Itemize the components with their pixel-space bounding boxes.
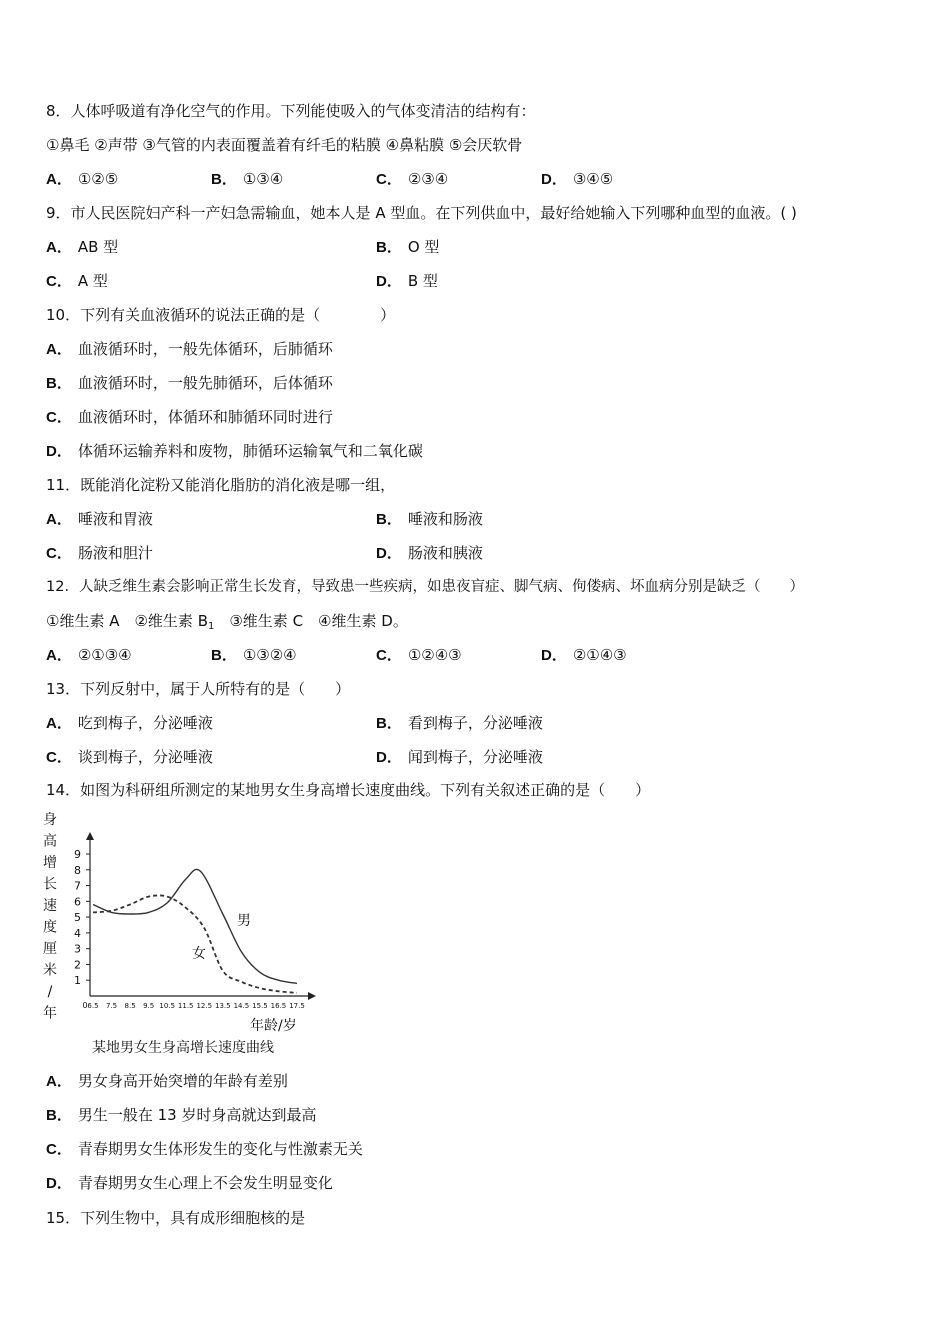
q13-option-d[interactable] xyxy=(376,745,543,769)
q14-option-a[interactable] xyxy=(46,1069,288,1093)
series-female-line xyxy=(93,895,297,992)
option-label: A． xyxy=(46,341,72,358)
option-text: ①③②④ xyxy=(242,646,297,664)
option-text: ②①④③ xyxy=(572,646,627,664)
y-label-char: 度 xyxy=(43,919,57,936)
q13-option-a[interactable] xyxy=(46,711,213,735)
x-tick-label: 11.5 xyxy=(177,1002,194,1010)
q12-items-a: ①维生素 A ②维生素 B xyxy=(46,612,208,630)
option-text: 男生一般在 13 岁时身高就达到最高 xyxy=(77,1106,317,1124)
q11-option-a[interactable] xyxy=(46,507,153,531)
q12-option-d[interactable] xyxy=(541,643,627,667)
x-tick-label: 15.5 xyxy=(252,1002,268,1010)
option-label: A． xyxy=(46,171,72,188)
option-label: D． xyxy=(541,171,567,188)
series-label-female: 女 xyxy=(192,946,206,962)
x-tick-label: 10.5 xyxy=(159,1002,175,1010)
y-tick-label: 7 xyxy=(74,879,81,893)
option-text: 肠液和胰液 xyxy=(407,544,483,562)
x-tick-label: 7.5 xyxy=(105,1002,118,1010)
q15-stem: 15．下列生物中，具有成形细胞核的是 xyxy=(46,1209,306,1227)
q10-option-d[interactable] xyxy=(46,439,423,463)
origin-label: 0 xyxy=(82,1001,88,1010)
option-label: B． xyxy=(46,1107,72,1124)
q13-option-b[interactable] xyxy=(376,711,543,735)
option-label: C． xyxy=(46,1141,72,1158)
q14-stem: 14．如图为科研组所测定的某地男女生身高增长速度曲线。下列有关叙述正确的是（ ） xyxy=(46,781,651,799)
option-label: D． xyxy=(46,1175,72,1192)
option-text: ①②④③ xyxy=(407,646,462,664)
option-text: 吃到梅子，分泌唾液 xyxy=(77,714,213,732)
option-text: ②①③④ xyxy=(77,646,132,664)
option-text: 男女身高开始突增的年龄有差别 xyxy=(77,1072,288,1090)
option-label: C． xyxy=(46,409,72,426)
y-axis-label xyxy=(43,812,57,1022)
option-label: D． xyxy=(541,647,567,664)
y-label-char: 身 xyxy=(43,812,57,828)
q10-option-b[interactable] xyxy=(46,371,333,395)
y-tick-label: 3 xyxy=(74,942,81,956)
option-text: 肠液和胆汁 xyxy=(77,544,153,562)
x-tick-label: 8.5 xyxy=(124,1002,136,1010)
q11-option-d[interactable] xyxy=(376,541,483,565)
q12-stem: 12．人缺乏维生素会影响正常生长发育，导致患一些疾病，如患夜盲症、脚气病、佝偻病、坏血病分别是缺乏（ ） xyxy=(46,579,804,595)
option-label: C． xyxy=(46,749,72,766)
option-text: 血液循环时，一般先体循环，后肺循环 xyxy=(77,340,333,358)
option-text: 唾液和胃液 xyxy=(77,510,153,528)
y-label-char: / xyxy=(47,984,53,1000)
option-text: ①③④ xyxy=(242,170,284,188)
option-text: 闻到梅子，分泌唾液 xyxy=(407,748,543,766)
option-text: 看到梅子，分泌唾液 xyxy=(407,714,543,732)
x-tick-labels xyxy=(82,1001,304,1010)
q8-option-d[interactable] xyxy=(541,167,613,191)
option-text: 青春期男女生体形发生的变化与性激素无关 xyxy=(77,1140,363,1158)
option-label: A． xyxy=(46,715,72,732)
series-male-line xyxy=(93,869,297,983)
x-axis-arrow xyxy=(308,992,316,1000)
height-growth-chart xyxy=(40,810,330,1060)
option-text: 体循环运输养料和废物，肺循环运输氧气和二氧化碳 xyxy=(77,442,423,460)
q11-option-c[interactable] xyxy=(46,541,153,565)
option-label: D． xyxy=(376,545,402,562)
option-label: D． xyxy=(46,443,72,460)
option-text: A 型 xyxy=(77,272,108,290)
y-label-char: 增 xyxy=(43,855,57,871)
option-text: ②③④ xyxy=(407,170,449,188)
option-label: D． xyxy=(376,749,402,766)
q12-items xyxy=(46,609,408,633)
x-tick-label: 14.5 xyxy=(233,1002,250,1010)
q14-option-d[interactable] xyxy=(46,1171,333,1195)
y-label-char: 长 xyxy=(43,876,57,893)
y-label-char: 米 xyxy=(43,962,57,979)
option-label: B． xyxy=(376,239,402,256)
option-label: B． xyxy=(376,715,402,732)
y-tick-label: 4 xyxy=(74,926,81,940)
option-text: ①②⑤ xyxy=(77,170,119,188)
option-text: 谈到梅子，分泌唾液 xyxy=(77,748,213,766)
q9-option-c[interactable] xyxy=(46,269,108,293)
x-tick-label: 9.5 xyxy=(143,1002,155,1010)
q10-stem: 10．下列有关血液循环的说法正确的是（ ） xyxy=(46,306,396,324)
q14-option-b[interactable] xyxy=(46,1103,316,1127)
q9-option-b[interactable] xyxy=(376,235,439,259)
option-label: A． xyxy=(46,511,72,528)
option-text: B 型 xyxy=(407,272,438,290)
q12-option-b[interactable] xyxy=(211,643,297,667)
q8-option-a[interactable] xyxy=(46,167,118,191)
q8-items: ①鼻毛 ②声带 ③气管的内表面覆盖着有纤毛的粘膜 ④鼻粘膜 ⑤会厌软骨 xyxy=(46,136,523,154)
option-label: C． xyxy=(46,273,72,290)
q12-items-b: ③维生素 C ④维生素 D。 xyxy=(214,612,408,630)
y-tick-label: 9 xyxy=(74,848,81,861)
x-tick-label: 13.5 xyxy=(215,1002,231,1010)
option-label: A． xyxy=(46,239,72,256)
y-tick-labels xyxy=(74,848,90,987)
chart-axes xyxy=(86,832,316,1000)
option-label: C． xyxy=(376,171,402,188)
option-text: 血液循环时，体循环和肺循环同时进行 xyxy=(77,408,333,426)
option-label: C． xyxy=(376,647,402,664)
option-label: C． xyxy=(46,545,72,562)
q9-stem: 9．市人民医院妇产科一产妇急需输血，她本人是 A 型血。在下列供血中，最好给她输入下列哪种血型的血液。( ) xyxy=(46,204,797,222)
q12-option-a[interactable] xyxy=(46,643,132,667)
series-label-male: 男 xyxy=(237,913,251,929)
q13-option-c[interactable] xyxy=(46,745,213,769)
q13-stem: 13．下列反射中，属于人所特有的是（ ） xyxy=(46,680,351,698)
q9-option-a[interactable] xyxy=(46,235,118,259)
option-label: A． xyxy=(46,1073,72,1090)
y-label-char: 高 xyxy=(43,833,57,850)
y-tick-label: 1 xyxy=(74,974,81,988)
option-text: 唾液和肠液 xyxy=(407,510,483,528)
y-axis-arrow xyxy=(86,832,94,840)
option-text: 血液循环时，一般先肺循环，后体循环 xyxy=(77,374,333,392)
y-label-char: 厘 xyxy=(43,941,57,957)
x-tick-label: 16.5 xyxy=(270,1002,287,1010)
option-text: 青春期男女生心理上不会发生明显变化 xyxy=(77,1174,333,1192)
y-label-char: 速 xyxy=(43,898,57,914)
q10-option-c[interactable] xyxy=(46,405,333,429)
q12-items-subscript: 1 xyxy=(207,621,215,632)
option-text: ③④⑤ xyxy=(572,170,614,188)
q11-stem: 11．既能消化淀粉又能消化脂肪的消化液是哪一组， xyxy=(46,476,396,494)
option-text: AB 型 xyxy=(77,238,119,256)
y-label-char: 年 xyxy=(43,1005,57,1022)
y-tick-label: 6 xyxy=(74,895,81,909)
series-lines xyxy=(93,869,297,992)
option-label: B． xyxy=(376,511,402,528)
q8-stem: 8．人体呼吸道有净化空气的作用。下列能使吸入的气体变清洁的结构有： xyxy=(46,102,536,120)
y-tick-label: 5 xyxy=(74,911,81,925)
y-tick-label: 2 xyxy=(74,958,81,972)
q8-option-c[interactable] xyxy=(376,167,448,191)
option-label: D． xyxy=(376,273,402,290)
q12-option-c[interactable] xyxy=(376,643,462,667)
option-label: A． xyxy=(46,647,72,664)
x-tick-label: 17.5 xyxy=(289,1002,305,1010)
x-tick-label: 6.5 xyxy=(87,1002,99,1010)
q14-option-c[interactable] xyxy=(46,1137,363,1161)
q10-option-a[interactable] xyxy=(46,337,333,361)
option-text: O 型 xyxy=(407,238,440,256)
q9-option-d[interactable] xyxy=(376,269,438,293)
chart-title: 某地男女生身高增长速度曲线 xyxy=(92,1040,274,1056)
x-axis-label: 年龄/岁 xyxy=(250,1018,297,1034)
option-label: B． xyxy=(211,171,237,188)
y-tick-label: 8 xyxy=(74,863,81,877)
x-tick-label: 12.5 xyxy=(196,1002,213,1010)
q11-option-b[interactable] xyxy=(376,507,483,531)
q8-option-b[interactable] xyxy=(211,167,283,191)
option-label: B． xyxy=(46,375,72,392)
option-label: B． xyxy=(211,647,237,664)
